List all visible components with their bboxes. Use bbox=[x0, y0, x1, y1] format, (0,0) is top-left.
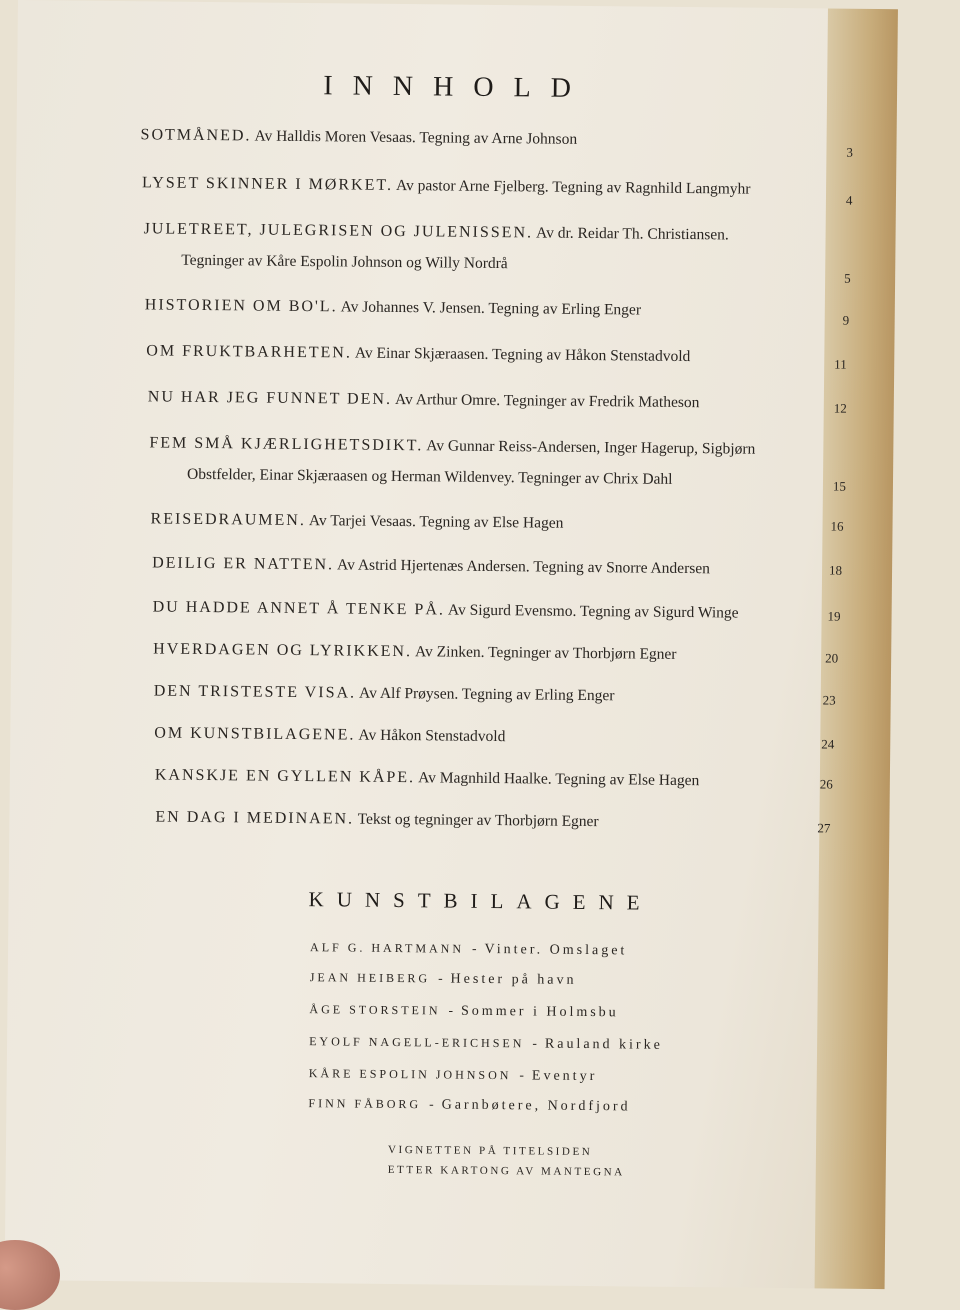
vignette-credit-line-1: VIGNETTEN PÅ TITELSIDEN bbox=[387, 1143, 593, 1159]
entry-heading: HVERDAGEN OG LYRIKKEN. bbox=[153, 640, 413, 661]
art-artist: FINN FÅBORG bbox=[308, 1096, 422, 1112]
entry-text: Av Zinken. Tegninger av Thorbjørn Egner bbox=[411, 643, 677, 663]
entry-text: Av Halldis Moren Vesaas. Tegning av Arne Johnson bbox=[251, 127, 578, 148]
art-artist: JEAN HEIBERG bbox=[309, 970, 431, 986]
entry-page-number: 24 bbox=[821, 736, 835, 752]
entry-page-number: 23 bbox=[822, 692, 836, 708]
entry-heading: NU HAR JEG FUNNET DEN. bbox=[147, 388, 393, 408]
entry-page-number: 19 bbox=[827, 608, 841, 624]
entry-page-number: 5 bbox=[844, 270, 851, 286]
art-item bbox=[309, 1063, 598, 1087]
entry-page-number: 3 bbox=[846, 144, 854, 160]
art-item bbox=[310, 967, 577, 991]
entry-heading: EN DAG I MEDINAEN. bbox=[155, 808, 355, 828]
art-section-title: KUNSTBILAGENE bbox=[308, 887, 653, 915]
entry-heading: OM FRUKTBARHETEN. bbox=[146, 342, 352, 362]
toc-entry bbox=[155, 801, 831, 837]
art-work: Vinter. Omslaget bbox=[484, 941, 628, 959]
art-item bbox=[309, 1031, 663, 1056]
vignette-credit-line-2: ETTER KARTONG AV MANTEGNA bbox=[387, 1163, 625, 1179]
entry-page-number: 18 bbox=[828, 562, 843, 578]
entry-heading: HISTORIEN OM BO'L. bbox=[144, 296, 338, 316]
entry-page-number: 11 bbox=[834, 356, 847, 372]
entry-text: Av Magnhild Haalke. Tegning av Else Hagen bbox=[415, 769, 700, 790]
entry-page-number: 12 bbox=[833, 400, 847, 416]
entry-heading: SOTMÅNED. bbox=[140, 126, 252, 145]
toc-entry bbox=[140, 119, 854, 160]
page-title: INNHOLD bbox=[323, 69, 592, 104]
toc-entry bbox=[150, 503, 844, 538]
entry-text: Av pastor Arne Fjelberg. Tegning av Ragnhild Langmyhr bbox=[392, 176, 751, 198]
entry-continuation: Obstfelder, Einar Skjæraasen og Herman Wildenvey. Tegninger av Chrix Dahl bbox=[186, 465, 673, 488]
entry-text: Av dr. Reidar Th. Christiansen. bbox=[532, 224, 729, 244]
entry-heading: FEM SMÅ KJÆRLIGHETSDIKT. bbox=[149, 434, 424, 455]
entry-heading: KANSKJE EN GYLLEN KÅPE. bbox=[154, 766, 416, 787]
entry-heading: DU HADDE ANNET Å TENKE PÅ. bbox=[152, 598, 446, 619]
entry-continuation: Tegninger av Kåre Espolin Johnson og Willy Nordrå bbox=[181, 251, 508, 273]
art-separator: - bbox=[519, 1067, 525, 1083]
art-separator: - bbox=[429, 1096, 434, 1112]
entry-text: Av Arthur Omre. Tegninger av Fredrik Matheson bbox=[391, 390, 700, 412]
entry-page-number: 4 bbox=[845, 192, 853, 208]
entry-heading: DEILIG ER NATTEN. bbox=[152, 554, 335, 574]
entry-page-number: 16 bbox=[830, 518, 844, 534]
toc-entry bbox=[154, 759, 833, 796]
art-work: Hester på havn bbox=[450, 971, 577, 988]
entry-heading: LYSET SKINNER I MØRKET. bbox=[142, 174, 394, 194]
art-separator: - bbox=[471, 940, 477, 956]
toc-entry bbox=[146, 335, 847, 372]
entry-page-number: 9 bbox=[842, 312, 850, 328]
art-artist: ALF G. HARTMANN bbox=[310, 940, 465, 956]
toc-entry bbox=[147, 381, 847, 418]
entry-heading: DEN TRISTESTE VISA. bbox=[153, 682, 357, 702]
art-item bbox=[308, 1093, 630, 1117]
entry-text: Av Alf Prøysen. Tegning av Erling Enger bbox=[355, 684, 615, 705]
entry-page-number: 27 bbox=[817, 820, 831, 836]
toc-entry bbox=[153, 675, 836, 711]
entry-page-number: 26 bbox=[819, 776, 833, 792]
toc-entry bbox=[153, 633, 839, 669]
entry-text: Av Sigurd Evensmo. Tegning av Sigurd Winge bbox=[444, 601, 739, 622]
toc-entry bbox=[152, 591, 841, 628]
art-separator: - bbox=[448, 1002, 454, 1018]
art-artist: EYOLF NAGELL-ERICHSEN bbox=[309, 1034, 525, 1051]
art-item bbox=[310, 937, 627, 961]
art-work: Sommer i Holmsbu bbox=[460, 1003, 619, 1021]
toc-entry bbox=[154, 717, 835, 752]
toc-entry bbox=[143, 213, 851, 286]
entry-text: Av Johannes V. Jensen. Tegning av Erling Enger bbox=[337, 298, 642, 319]
document-page bbox=[5, 0, 898, 1289]
art-artist: ÅGE STORSTEIN bbox=[309, 1002, 441, 1018]
toc-entry bbox=[149, 427, 847, 494]
entry-heading: REISEDRAUMEN. bbox=[150, 510, 306, 530]
entry-heading: OM KUNSTBILAGENE. bbox=[154, 724, 356, 744]
entry-text: Av Einar Skjæraasen. Tegning av Håkon Stenstadvold bbox=[351, 344, 691, 366]
toc-entry bbox=[144, 289, 850, 328]
entry-text: Av Tarjei Vesaas. Tegning av Else Hagen bbox=[305, 512, 564, 532]
entry-page-number: 15 bbox=[832, 478, 847, 494]
art-artist: KÅRE ESPOLIN JOHNSON bbox=[308, 1066, 512, 1083]
entry-page-number: 20 bbox=[825, 650, 839, 666]
entry-heading: JULETREET, JULEGRISEN OG JULENISSEN. bbox=[143, 220, 534, 242]
art-separator: - bbox=[438, 970, 443, 986]
toc-entry bbox=[152, 547, 843, 584]
art-work: Rauland kirke bbox=[544, 1036, 663, 1053]
entry-text: Tekst og tegninger av Thorbjørn Egner bbox=[353, 810, 599, 831]
art-item bbox=[309, 999, 618, 1023]
art-work: Eventyr bbox=[531, 1068, 598, 1085]
table-of-contents bbox=[17, 118, 897, 836]
toc-entry bbox=[142, 167, 853, 208]
entry-text: Av Håkon Stenstadvold bbox=[355, 726, 506, 746]
art-work: Garnbøtere, Nordfjord bbox=[441, 1097, 631, 1115]
entry-text: Av Astrid Hjertenæs Andersen. Tegning av Snorre Andersen bbox=[333, 556, 711, 578]
art-separator: - bbox=[532, 1035, 538, 1051]
entry-text: Av Gunnar Reiss-Andersen, Inger Hagerup, Sigbjørn bbox=[423, 437, 756, 458]
